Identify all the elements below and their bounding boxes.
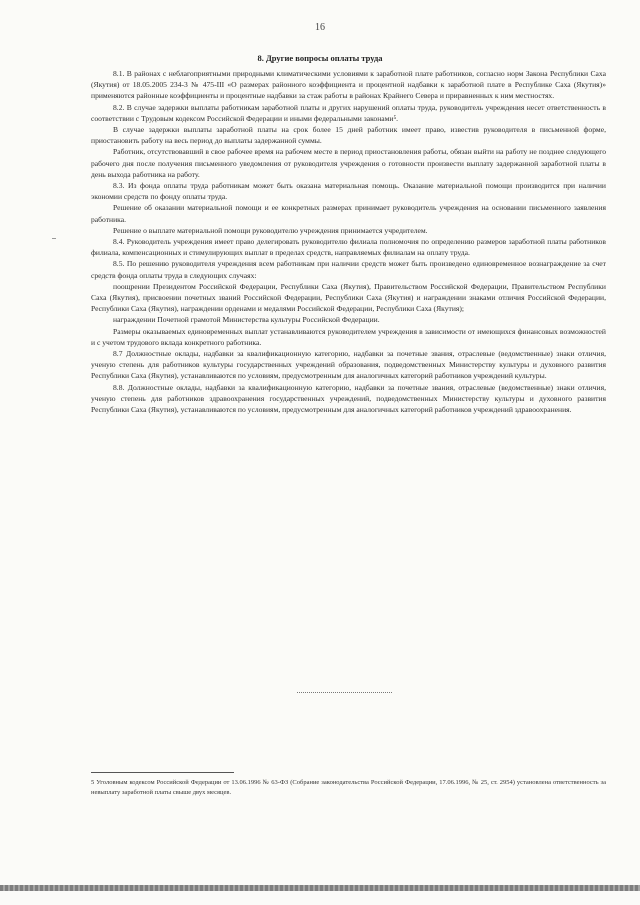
page-number: 16 xyxy=(315,22,325,33)
paragraph-8-5: 8.5. По решению руководителя учреждения всем работникам при наличии средств может быть произведено единовременное вознаграждение за счет средств фонда оплаты труда в следующих случаях: xyxy=(91,259,606,280)
footnote-separator xyxy=(91,772,234,773)
paragraph-return-to-work: Работник, отсутствовавший в свое рабочее время на рабочем месте в период приостановления работы, обязан выйти на работу не позднее следующего рабочего дня после получения письменного уведомления от руководителя учреждения о готовности произвести выплату задержанной заработной платы в день выхода работника на работу. xyxy=(91,147,606,179)
footnote: 5 Уголовным кодексом Российской Федерации от 13.06.1996 № 63-ФЗ (Собрание законодательства Российской Федерации, 17.06.1996, № 25, ст. 2954) установлена ответственность за невыплату заработной платы свыше двух месяцев. xyxy=(91,779,606,796)
paragraph-aid-decision: Решение об оказании материальной помощи и ее конкретных размерах принимает руководитель учреждения на основании письменного заявления работника. xyxy=(91,203,606,224)
paragraph-payment-size: Размеры оказываемых единовременных выплат устанавливаются руководителем учреждения в зависимости от имеющихся финансовых возможностей и с учетом трудового вклада конкретного работника. xyxy=(91,326,606,347)
paragraph-8-8: 8.8. Должностные оклады, надбавки за квалификационную категорию, надбавки за почетные звания, отраслевые (ведомственные) знаки отличия, ученую степень для работников здравоохранения государственных учреждений, подведомственных Министерству культуры и духовного развития Республики Саха (Якутия), устанавливаются по условиям, предусмотренным для аналогичных категорий работников учреждений здравоохранения. xyxy=(91,382,606,415)
section-heading: 8. Другие вопросы оплаты труда xyxy=(257,53,383,63)
paragraph-8-2: 8.2. В случае задержки выплаты работникам заработной платы и других нарушений оплаты труда, руководитель учреждения несет ответственность в соответствии с Трудовым кодексом Российской Федерации и иными федеральными законами⁵. xyxy=(91,102,606,123)
paragraph-certificate: награждении Почетной грамотой Министерства культуры Российской Федерации. xyxy=(113,315,380,325)
scan-bottom-edge xyxy=(0,885,640,891)
paragraph-8-4: 8.4. Руководитель учреждения имеет право делегировать руководителю филиала полномочия по определению размеров заработной платы работников филиала, компенсационных и стимулирующих выплат в пределах средств, направляемых филиалам на оплату труда. xyxy=(91,237,606,258)
scan-mark xyxy=(52,238,56,239)
section-end-rule xyxy=(297,692,392,693)
paragraph-8-1: 8.1. В районах с неблагоприятными природными климатическими условиями к заработной плате работников, согласно норм Закона Республики Саха (Якутия) от 18.05.2005 234-3 № 475-III «О размерах районного коэффициента и процентной надбавки к заработной плате в Республике Саха (Якутия)» применяются районные коэффициенты и процентные надбавки за стаж работы в районах Крайнего Севера и приравненных к ним местностях. xyxy=(91,69,606,101)
paragraph-8-3: 8.3. Из фонда оплаты труда работникам может быть оказана материальная помощь. Оказание материальной помощи производится при наличии экономии средств по фонду оплаты труда. xyxy=(91,181,606,202)
document-body xyxy=(91,68,606,415)
paragraph-8-7: 8.7 Должностные оклады, надбавки за квалификационную категорию, надбавки за почетные звания, отраслевые (ведомственные) знаки отличия, ученую степень для работников культуры государственных учреждений образования, подведомственных Министерству культуры и духовного развития Республики Саха (Якутия), устанавливаются по условиям, предусмотренным для аналогичных категорий работников учреждений культуры. xyxy=(91,349,606,381)
paragraph-awards: поощрении Президентом Российской Федерации, Республики Саха (Якутия), Правительством Российской Федерации, Правительством Республики Саха (Якутия), присвоении почетных званий Российской Федерации, Республики Саха (Якутия) и награждении знаками отличия Российской Федерации, Республики Саха (Якутия), награждении орденами и медалями Российской Федерации, Республики Саха (Якутия); xyxy=(91,281,606,314)
paragraph-aid-director: Решение о выплате материальной помощи руководителю учреждения принимается учредителем. xyxy=(113,225,428,235)
paragraph-delay-right: В случае задержки выплаты заработной платы на срок более 15 дней работник имеет право, известив руководителя в письменной форме, приостановить работу на весь период до выплаты задержанной суммы. xyxy=(91,125,606,146)
